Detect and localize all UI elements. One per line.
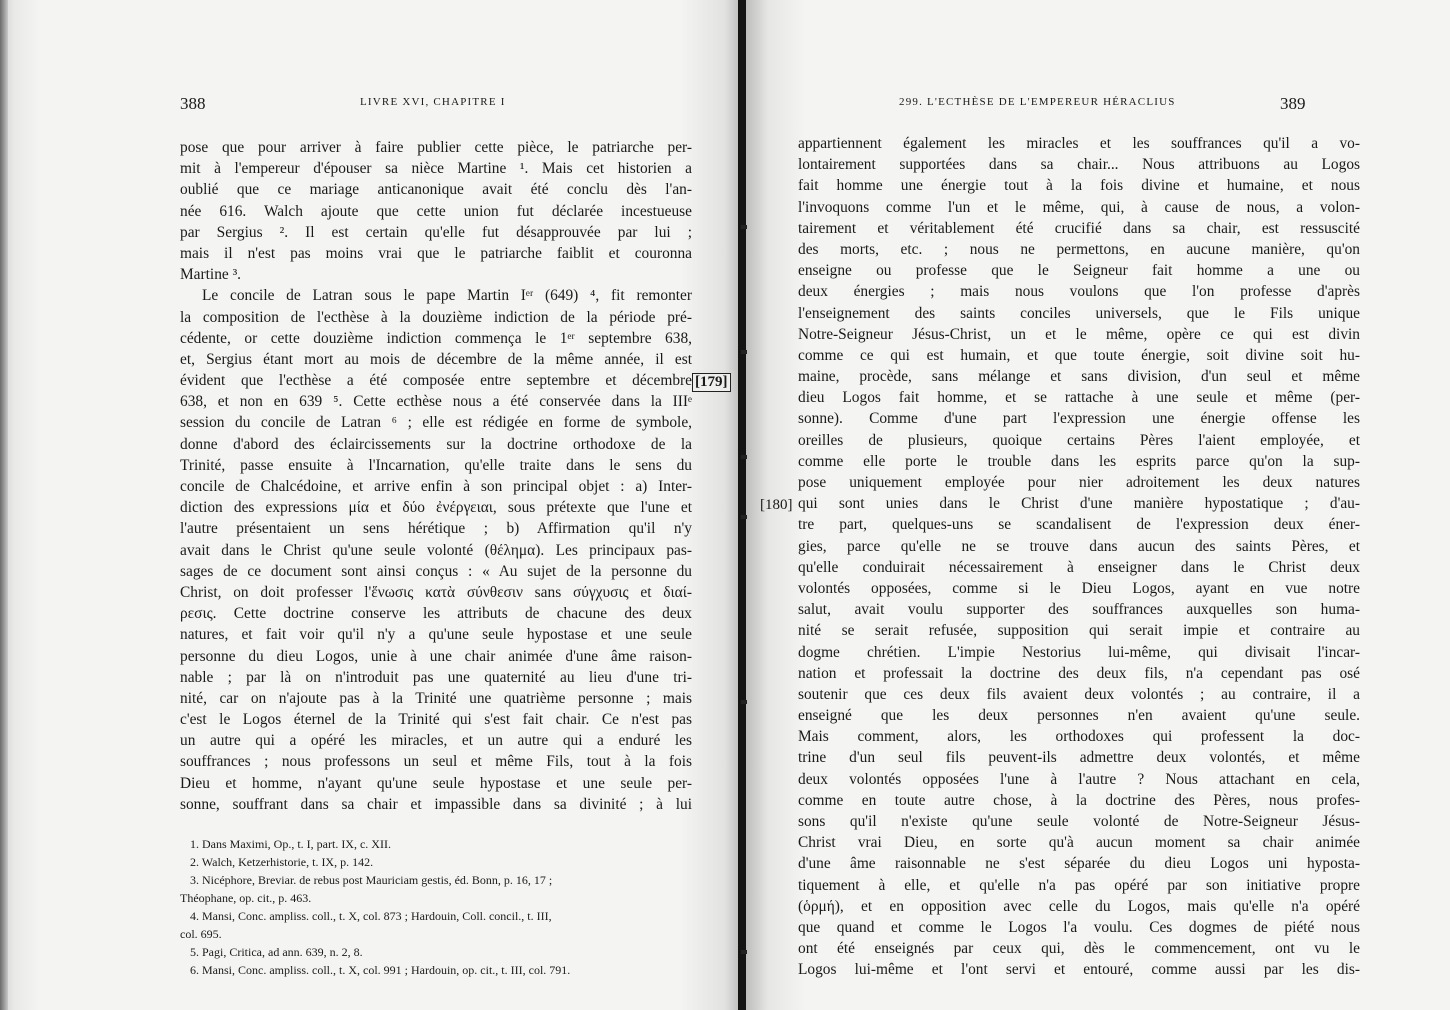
running-head: LIVRE XVI, CHAPITRE I <box>360 96 506 108</box>
footnote: 1. Dans Maximi, Op., t. I, part. IX, c. XII. <box>190 837 391 851</box>
footnote: 6. Mansi, Conc. ampliss. coll., t. X, col. 991 ; Hardouin, op. cit., t. III, col. 791. <box>190 963 571 977</box>
text-line: dieu Logos fait homme, et se rattache à une seule et même (per- <box>798 389 1360 407</box>
text-line: la composition de l'ecthèse à la douzième indiction de la période pré- <box>180 308 692 326</box>
text-line: enseigné que les deux personnes n'en avaient qu'une seule. <box>798 707 1360 725</box>
text-line: natures, et fait voir qu'il n'y a qu'une seule hypostase et une seule <box>180 626 692 644</box>
text-line: nation et professait la doctrine des deux fils, n'a cependant pas osé <box>798 664 1360 682</box>
text-line: ρεσις. Cette doctrine conserve les attributs de chacune des deux <box>180 605 692 623</box>
text-line: appartiennent également les miracles et les souffrances qu'il a vo- <box>798 135 1360 152</box>
text-line: diction des expressions μία et δύο ἐνέργειαι, sous prétexte que l'une et <box>180 499 692 517</box>
text-line: tre part, quelques-uns se scandalisent de l'expression deux éner- <box>798 516 1360 534</box>
text-line: enseigne ou professe que le Seigneur fait homme a une ou <box>798 262 1360 280</box>
text-line: deux énergies ; mais nous voulons que l'on professe d'après <box>798 283 1360 301</box>
text-line: ont été enseignés par ceux qui, dès le commencement, ont vu le <box>798 940 1360 958</box>
text-line: comme en toute autre chose, à la doctrine des Pères, nous profes- <box>798 791 1360 809</box>
text-line: soutenir que ces deux fils avaient deux volontés ; au contraire, il a <box>798 685 1360 703</box>
text-line: oublié que ce mariage anticanonique avait été conclu dès l'an- <box>180 181 692 199</box>
text-line: (ὁρμή), et en opposition avec celle du Logos, mais qu'elle n'a opéré <box>798 897 1360 915</box>
footnotes <box>180 835 692 979</box>
text-line: des morts, etc. ; nous ne permettons, en aucune manière, qu'on <box>798 240 1360 258</box>
text-line: sonne, souffrant dans sa chair et impassible dans sa divinité ; à lui <box>180 795 692 813</box>
text-line: par Sergius ². Il est certain qu'elle fut désapprouvée par lui ; <box>180 223 692 241</box>
footnote: Théophane, op. cit., p. 463. <box>180 891 312 905</box>
page-number: 389 <box>1280 94 1306 113</box>
text-line: gies, parce qu'elle ne se trouve dans aucun des saints Pères, et <box>798 537 1360 555</box>
text-line: dogme chrétien. L'impie Nestorius lui-même, qui divisait l'incar- <box>798 643 1360 661</box>
text-line: maine, procède, sans mélange et sans division, d'un seul et même <box>798 368 1360 386</box>
text-line: l'enseignement des saints conciles universels, que le Fils unique <box>798 304 1360 322</box>
text-line: oreilles de plusieurs, quoique certains Pères l'aient employée, et <box>798 431 1360 449</box>
text-line: Notre-Seigneur Jésus-Christ, un et le même, opère ce qui est divin <box>798 325 1360 343</box>
text-line: l'autre présentaient un sens hérétique ; b) Affirmation qu'il n'y <box>180 520 692 538</box>
text-line: Mais comment, alors, les orthodoxes qui professent la doc- <box>798 728 1360 746</box>
text-line: deux volontés opposées l'une à l'autre ? Nous attachant en cela, <box>798 770 1360 788</box>
text-line: nité, car on n'ajoute pas à la Trinité une quatrième personne ; mais <box>180 689 692 707</box>
text-line: lontairement supportées dans sa chair... Nous attribuons au Logos <box>798 156 1360 174</box>
text-line: comme ce qui est humain, et que toute énergie, soit divine soit hu- <box>798 346 1360 364</box>
text-line: pose uniquement employée pour nier adroitement les deux natures <box>798 474 1360 491</box>
text-line: nité se serait refusée, supposition qui serait impie et contraire au <box>798 622 1360 640</box>
margin-page-marker: [180] <box>760 497 793 513</box>
footnote: 3. Nicéphore, Breviar. de rebus post Mauriciam gestis, éd. Bonn, p. 16, 17 ; <box>190 873 553 887</box>
text-line: pose que pour arriver à faire publier cette pièce, le patriarche per- <box>180 139 692 156</box>
text-line: évident que l'ecthèse a été composée entre septembre et décembre <box>180 372 692 390</box>
footnote: 5. Pagi, Critica, ad ann. 639, n. 2, 8. <box>190 945 363 959</box>
text-line: cédente, or cette douzième indiction commença le 1ᵉʳ septembre 638, <box>180 329 692 347</box>
text-line: l'invoquons comme l'un et le même, qui, à cause de nous, a volon- <box>798 198 1360 216</box>
text-line: sons qu'il n'existe qu'une seule volonté de Notre-Seigneur Jésus- <box>798 813 1360 830</box>
text-line: sonne). Comme d'une part l'expression une énergie offense les <box>798 410 1360 428</box>
body-text <box>180 137 692 815</box>
text-line: sages de ce document sont ainsi conçus : « Au sujet de la personne du <box>180 562 692 580</box>
page-edge <box>0 0 8 1010</box>
text-line: tairement et véritablement été crucifié dans sa chair, est ressuscité <box>798 219 1360 237</box>
text-line: née 616. Walch ajoute que cette union fut déclarée incestueuse <box>180 202 692 220</box>
text-line: volontés opposées, comme si le Dieu Logos, ayant en vue notre <box>798 579 1360 597</box>
text-line: Christ vrai Dieu, en sorte qu'à aucun moment sa chair animée <box>798 834 1360 852</box>
text-line: donne d'abord des éclaircissements sur la doctrine orthodoxe de la <box>180 435 692 453</box>
text-line: concile de Chalcédoine, et arrive enfin à son principal objet : a) Inter- <box>180 478 692 495</box>
footnote: 2. Walch, Ketzerhistorie, t. IX, p. 142. <box>190 855 374 869</box>
text-line: personne du dieu Logos, unie à une chair animée d'une âme raison- <box>180 647 692 665</box>
text-line: 638, et non en 639 ⁵. Cette ecthèse nous a été conservée dans la IIIᵉ <box>180 393 692 411</box>
text-line: avait dans le Christ qu'une seule volonté (θέλημα). Les principaux pas- <box>180 541 692 559</box>
text-line: fait homme une énergie tout à la fois divine et humaine, et nous <box>798 177 1360 195</box>
right-page <box>746 0 1450 1010</box>
text-line: Martine ³. <box>180 266 242 284</box>
text-line: et, Sergius étant mort au mois de décembre de la même année, il est <box>180 350 692 368</box>
text-line: mais il n'est pas moins vrai que le patriarche faiblit et couronna <box>180 244 692 262</box>
text-line: nable ; par là on n'introduit pas une quaternité au lieu d'une tri- <box>180 668 692 686</box>
running-head: 299. L'ECTHÈSE DE L'EMPEREUR HÉRACLIUS <box>899 96 1176 108</box>
text-line: qu'elle conduirait nécessairement à enseigner dans le Christ deux <box>798 558 1360 576</box>
text-line: trine d'un seul fils peuvent-ils admettre deux volontés, et même <box>798 749 1360 767</box>
body-text <box>798 133 1360 981</box>
text-line: mit à l'empereur d'épouser sa nièce Martine ¹. Mais cet historien a <box>180 160 692 178</box>
text-line: session du concile de Latran ⁶ ; elle est rédigée en forme de symbole, <box>180 414 692 432</box>
text-line: d'une âme raisonnable ne s'est séparée du dieu Logos uni hyposta- <box>798 855 1360 873</box>
text-line: Logos lui-même et l'ont servi et entouré, comme aussi par les dis- <box>798 961 1360 979</box>
text-line: que quand et comme le Logos l'a voulu. Ces dogmes de piété nous <box>798 918 1360 936</box>
text-line: c'est le Logos éternel de la Trinité qui s'est fait chair. Ce n'est pas <box>180 711 692 729</box>
text-line: Dieu et homme, n'ayant qu'une seule hypostase et une seule per- <box>180 774 692 792</box>
page-number: 388 <box>180 94 206 113</box>
text-line: salut, avait voulu supporter des souffrances auxquelles son huma- <box>798 601 1360 619</box>
margin-page-marker: [179] <box>692 373 731 392</box>
text-line: Trinité, passe ensuite à l'Incarnation, qu'elle traite dans le sens du <box>180 456 692 474</box>
text-line: comme elle porte le trouble dans les esprits parce qu'on la sup- <box>798 452 1360 470</box>
text-line: un autre qui a opéré les miracles, et un autre qui a enduré les <box>180 732 692 750</box>
text-line: Le concile de Latran sous le pape Martin Iᵉʳ (649) ⁴, fit remonter <box>202 287 692 305</box>
text-line: Christ, on doit professer l'ἕνωσις κατὰ σύνθεσιν sans σύγχυσις et διαί- <box>180 583 692 601</box>
footnote: col. 695. <box>180 927 222 941</box>
text-line: tiquement à elle, et qu'elle n'a pas opéré par son initiative propre <box>798 876 1360 894</box>
footnote: 4. Mansi, Conc. ampliss. coll., t. X, col. 873 ; Hardouin, Coll. concil., t. III, <box>190 909 552 923</box>
text-line: souffrances ; nous professons un seul et même Fils, tout à la fois <box>180 753 692 771</box>
text-line: qui sont unies dans le Christ d'une manière hypostatique ; d'au- <box>798 495 1360 513</box>
